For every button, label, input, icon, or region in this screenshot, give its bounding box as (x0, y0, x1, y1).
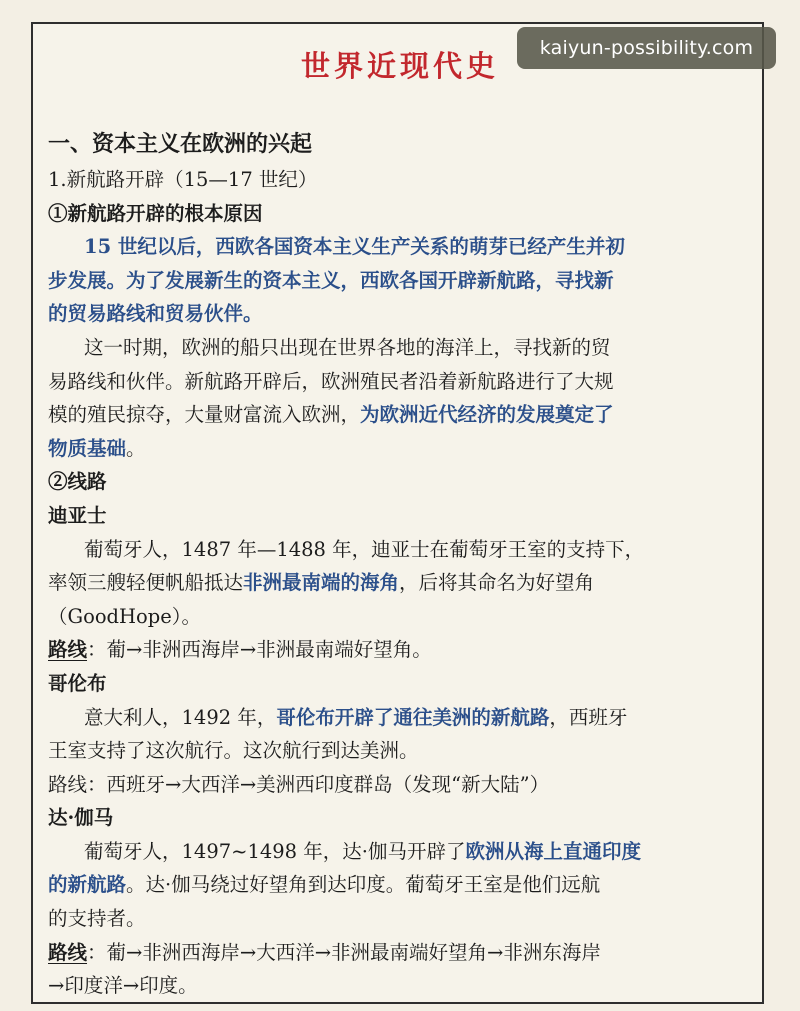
columbus-line-2: 王室支持了这次航行。这次航行到达美洲。 (48, 739, 419, 763)
gama-line-2 (48, 868, 748, 902)
diaz-name: 迪亚士 (48, 503, 107, 527)
diaz-line-1: 葡萄牙人，1487 年—1488 年，迪亚士在葡萄牙王室的支持下， (84, 537, 645, 561)
columbus-line-1-a: 意大利人，1492 年， (84, 705, 277, 729)
result-line-4-end: 。 (126, 436, 146, 460)
columbus-line-1 (48, 701, 748, 735)
gama-route-text: ：葡→非洲西海岸→大西洋→非洲最南端好望角→非洲东海岸 (87, 940, 601, 964)
result-line-4 (48, 432, 748, 466)
section-heading: 一、资本主义在欧洲的兴起 (48, 131, 313, 157)
diaz-route (48, 633, 748, 667)
columbus-line-1-highlight: 哥伦布开辟了通往美洲的新航路 (276, 705, 550, 729)
result-line-3-plain: 模的殖民掠夺，大量财富流入欧洲， (48, 403, 361, 427)
result-line-2: 易路线和伙伴。新航路开辟后，欧洲殖民者沿着新航路进行了大规 (48, 369, 614, 393)
gama-route-2: →印度洋→印度。 (48, 974, 198, 998)
gama-line-1-highlight: 欧洲从海上直通印度 (465, 839, 642, 863)
cause-line-2: 步发展。为了发展新生的资本主义，西欧各国开辟新航路，寻找新 (48, 268, 614, 292)
cause-line-3: 的贸易路线和贸易伙伴。 (48, 302, 263, 326)
gama-line-2-highlight: 的新航路 (48, 873, 127, 897)
diaz-line-2-b: ，后将其命名为好望角 (399, 571, 595, 595)
columbus-route: 路线：西班牙→大西洋→美洲西印度群岛（发现“新大陆”） (48, 772, 550, 796)
watermark-badge: kaiyun-possibility.com (517, 27, 776, 69)
gama-name: 达·伽马 (48, 806, 114, 830)
item1-heading: ①新航路开辟的根本原因 (48, 201, 263, 225)
gama-route-label: 路线 (48, 940, 88, 964)
gama-route (48, 936, 748, 970)
result-line-3 (48, 398, 748, 432)
result-line-3-highlight: 为欧洲近代经济的发展奠定了 (360, 403, 614, 427)
diaz-line-3: （GoodHope）。 (48, 604, 202, 628)
diaz-route-text: ：葡→非洲西海岸→非洲最南端好望角。 (87, 638, 432, 662)
result-line-4-highlight: 物质基础 (48, 436, 127, 460)
diaz-line-2-highlight: 非洲最南端的海角 (243, 571, 400, 595)
diaz-line-2 (48, 566, 748, 600)
columbus-name: 哥伦布 (48, 671, 107, 695)
columbus-line-1-b: ，西班牙 (549, 705, 628, 729)
item2-heading: ②线路 (48, 470, 107, 494)
result-line-1: 这一时期，欧洲的船只出现在世界各地的海洋上，寻找新的贸 (84, 335, 611, 359)
document-body (48, 125, 748, 1003)
gama-line-1-a: 葡萄牙人，1497~1498 年，达·伽马开辟了 (84, 839, 466, 863)
page-title: 世界近现代史 (300, 49, 499, 83)
cause-line-1: 15 世纪以后，西欧各国资本主义生产关系的萌芽已经产生并初 (84, 235, 625, 259)
gama-line-3: 的支持者。 (48, 907, 146, 931)
diaz-line-2-a: 率领三艘轻便帆船抵达 (48, 571, 244, 595)
subheading: 1.新航路开辟（15—17 世纪） (48, 168, 318, 191)
diaz-route-label: 路线 (48, 638, 88, 662)
gama-line-1 (48, 835, 748, 869)
gama-line-2-b: 。达·伽马绕过好望角到达印度。葡萄牙王室是他们远航 (126, 873, 601, 897)
